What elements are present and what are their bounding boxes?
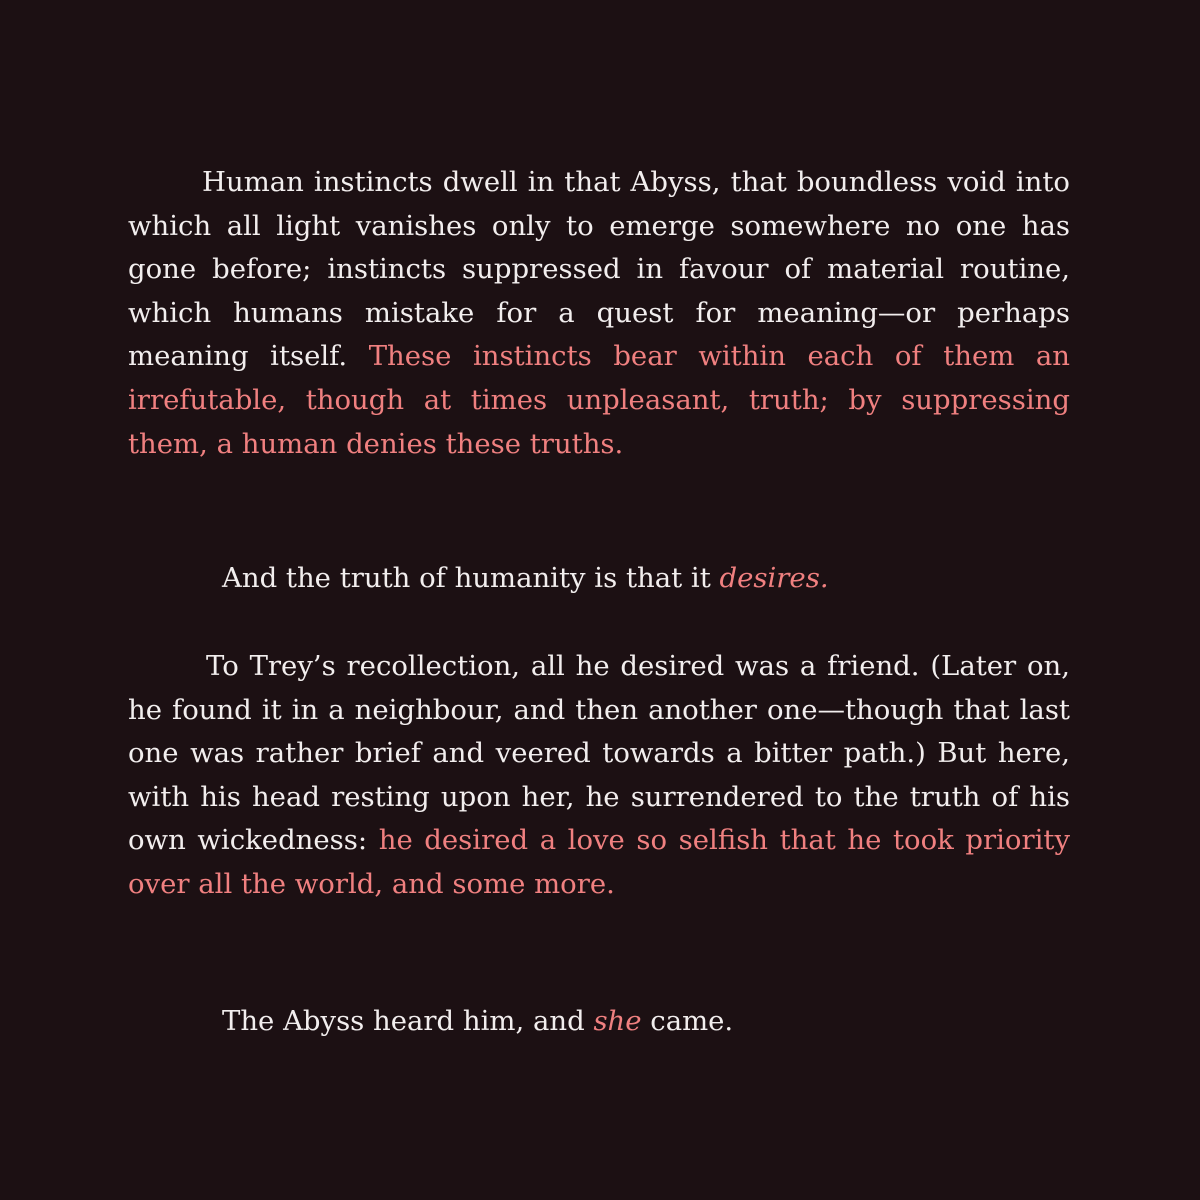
paragraph-text: Human instincts dwell in that Abyss, that boundless void into which all light vanishes only to emerge somewhere no one has gone before; instincts suppressed in favour of material routine, which humans mistake for a quest for meaning—or perhaps meaning itself.: [128, 166, 1070, 373]
paragraph-truth-of-humanity: [222, 557, 1122, 601]
paragraph-text: To Trey’s recollection, all he desired was a friend. (Later on, he found it in a neighbour, and then another one—though that last one was rather brief and veered towards a bitter path.) But here, with his head resting upon her, he surrendered to the truth of his own wickedness:: [128, 650, 1070, 857]
paragraph-abyss-instincts: [128, 161, 1070, 466]
paragraph-abyss-heard: [222, 1000, 1122, 1044]
emphasized-word: desires.: [719, 562, 829, 594]
emphasized-word: she: [593, 1005, 642, 1037]
highlighted-sentence: he desired a love so selfish that he took priority over all the world, and some more.: [128, 824, 1070, 900]
paragraph-text: The Abyss heard him, and: [222, 1005, 594, 1037]
highlighted-sentence: These instincts bear within each of them an irrefutable, though at times unpleasant, truth; by suppressing them, a human denies these truths.: [128, 340, 1070, 460]
paragraph-text-end: came.: [641, 1005, 734, 1037]
paragraph-trey-recollection: [128, 645, 1070, 907]
paragraph-text: And the truth of humanity is that it: [222, 562, 720, 594]
